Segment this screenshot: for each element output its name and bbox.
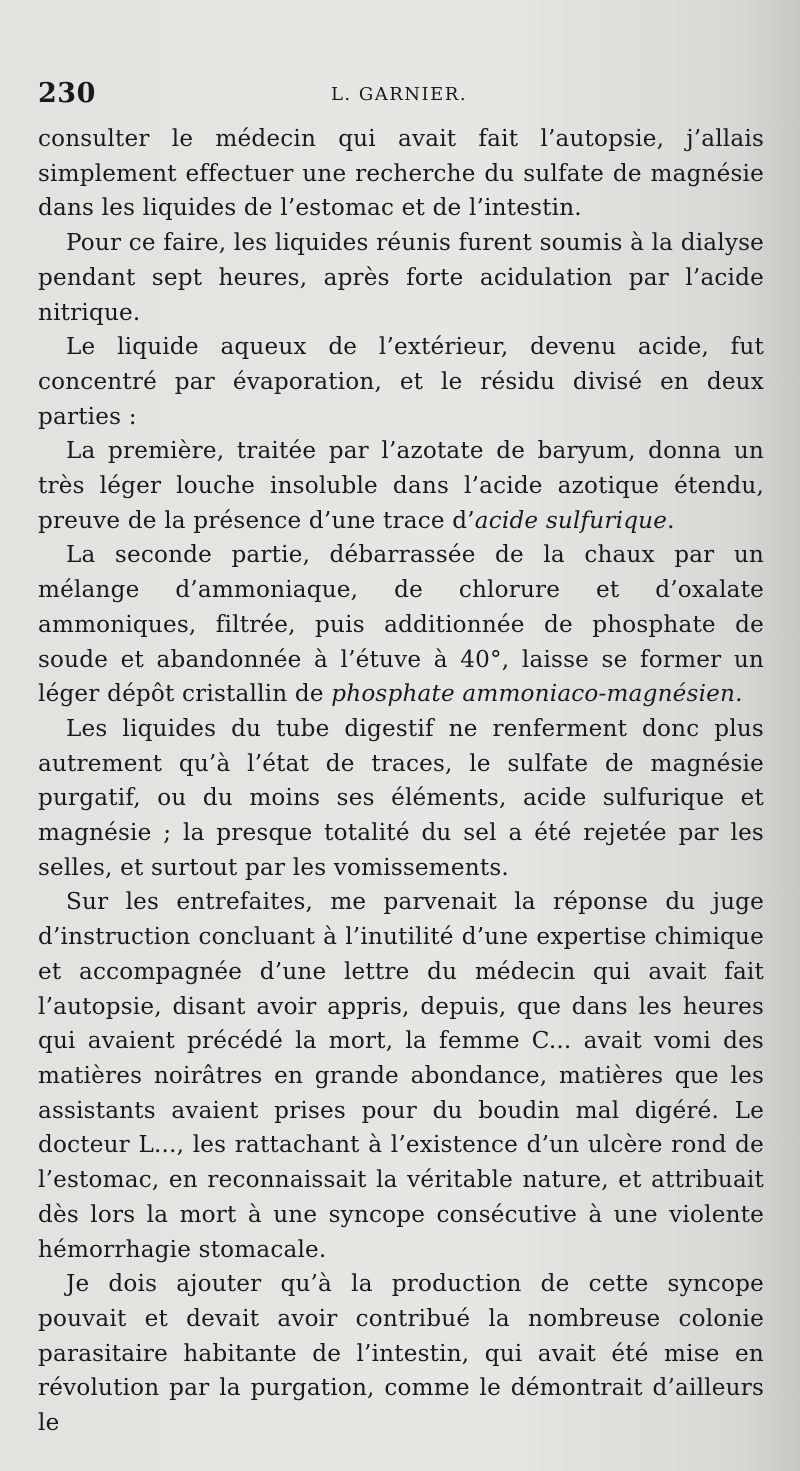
body-text bbox=[38, 122, 764, 1441]
paragraph-text: . bbox=[667, 507, 675, 534]
paragraph-4 bbox=[38, 538, 764, 712]
paragraph-1 bbox=[38, 226, 764, 330]
paragraph-text: La seconde partie, débarrassée de la chaux par un mélange d’ammoniaque, de chlorure et d’oxalate ammoniques, filtrée, puis additionnée de phosphate de soude et abandonnée à l’étuve à 40°, laisse se former un léger dépôt cristallin de bbox=[38, 542, 764, 708]
page-header bbox=[38, 78, 760, 114]
paragraph-text: Je dois ajouter qu’à la production de cette syncope pouvait et devait avoir contribué la nombreuse colonie parasitaire habitante de l’intestin, qui avait été mise en révolution par la purgation, comme le démontrait d’ailleurs le bbox=[38, 1271, 764, 1437]
paragraph-2 bbox=[38, 330, 764, 434]
paragraph-text: . bbox=[735, 681, 743, 708]
paragraph-text: Les liquides du tube digestif ne renferment donc plus autrement qu’à l’état de traces, le sulfate de magnésie purgatif, ou du moins ses éléments, acide sulfurique et magnésie ; la presque totalité du sel a été rejetée par les selles, et surtout par les vomissements. bbox=[38, 715, 764, 881]
paragraph-text: consulter le médecin qui avait fait l’autopsie, j’allais simplement effectuer une recherche du sulfate de magnésie dans les liquides de l’estomac et de l’intestin. bbox=[38, 126, 764, 222]
page-number: 230 bbox=[38, 78, 96, 109]
paragraph-text: La première, traitée par l’azotate de baryum, donna un très léger louche insoluble dans l’acide azotique étendu, preuve de la présence d’une trace d’ bbox=[38, 438, 764, 534]
paragraph-3 bbox=[38, 434, 764, 538]
italic-term: acide sulfurique bbox=[474, 507, 668, 534]
paragraph-text: Le liquide aqueux de l’extérieur, devenu acide, fut concentré par évaporation, et le résidu divisé en deux parties : bbox=[38, 334, 764, 430]
paragraph-text: Pour ce faire, les liquides réunis furent soumis à la dialyse pendant sept heures, après forte acidulation par l’acide nitrique. bbox=[38, 230, 764, 326]
paragraph-0 bbox=[38, 122, 764, 226]
running-head: L. GARNIER. bbox=[330, 84, 468, 105]
paragraph-5 bbox=[38, 712, 764, 886]
italic-term: phosphate ammoniaco-magnésien bbox=[331, 681, 736, 708]
paragraph-text: Sur les entrefaites, me parvenait la réponse du juge d’instruction concluant à l’inutilité d’une expertise chimique et accompagnée d’une lettre du médecin qui avait fait l’autopsie, disant avoir appris, depuis, que dans les heures qui avaient précédé la mort, la femme C... avait vomi des matières noirâtres en grande abondance, matières que les assistants avaient prises pour du boudin mal digéré. Le docteur L..., les rattachant à l’existence d’un ulcère rond de l’estomac, en reconnaissait la véritable nature, et attribuait dès lors la mort à une syncope consécutive à une violente hémorrhagie stomacale. bbox=[38, 889, 764, 1263]
paragraph-7 bbox=[38, 1267, 764, 1441]
paragraph-6 bbox=[38, 885, 764, 1267]
